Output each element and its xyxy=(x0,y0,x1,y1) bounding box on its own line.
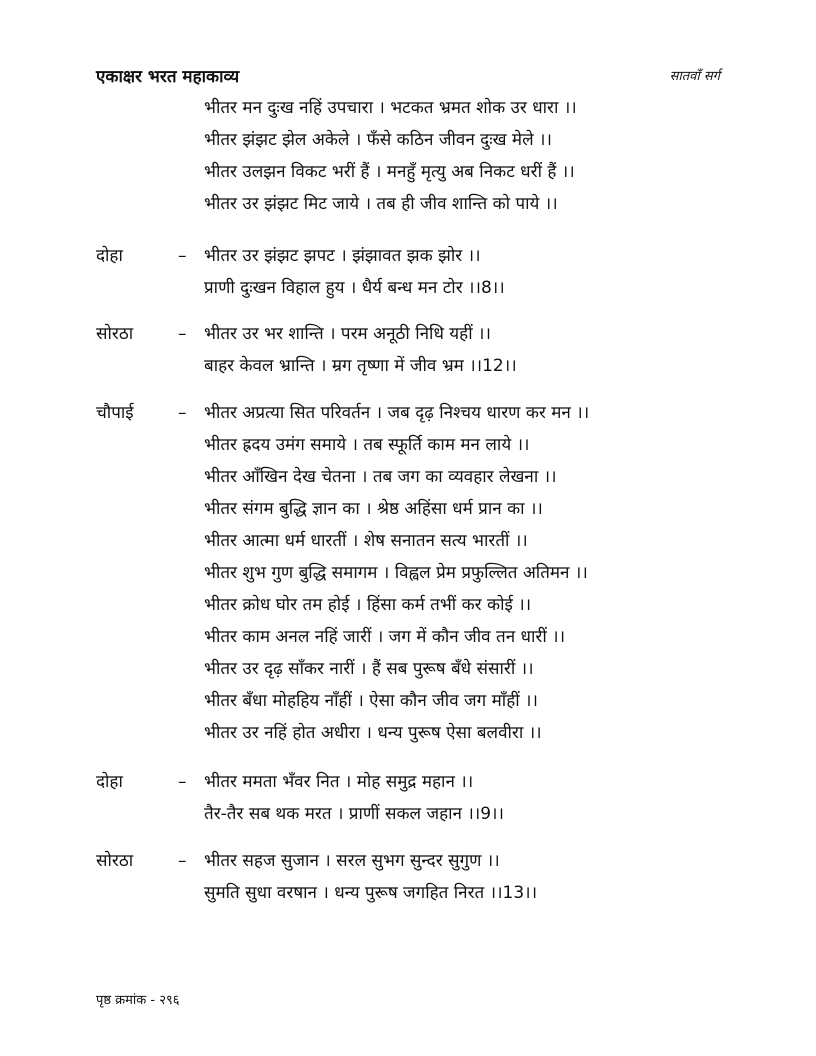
verse-line: भीतर संगम बुद्धि ज्ञान का । श्रेष्ठ अहिंसा धर्म प्रान का ।। xyxy=(204,499,543,519)
verse-line: भीतर शुभ गुण बुद्धि समागम । विह्वल प्रेम प्रफुल्लित अतिमन ।। xyxy=(204,563,588,583)
verse-dash: – xyxy=(178,851,187,871)
verse-line: प्राणी दुःखन विहाल हुय । धैर्य बन्ध मन टोर ।।8।। xyxy=(204,278,505,298)
section-name: सातवाँ सर्ग xyxy=(669,69,720,84)
verse-line: भीतर आँखिन देख चेतना । तब जग का व्यवहार लेखना ।। xyxy=(204,467,557,487)
verse-type-label: सोरठा xyxy=(96,851,134,871)
verse-line: भीतर उर नहिं होत अधीरा । धन्य पुरूष ऐसा बलवीरा ।। xyxy=(204,723,542,743)
verse-type-label: सोरठा xyxy=(96,324,134,344)
verse-line: भीतर काम अनल नहिं जारीं । जग में कौन जीव तन धारीं ।। xyxy=(204,627,566,647)
verse-line: भीतर उर दृढ़ साँकर नारीं । हैं सब पुरूष बँधे संसारीं ।। xyxy=(204,659,534,679)
verse-line: भीतर झंझट झेल अकेले । फँसे कठिन जीवन दुःख मेले ।। xyxy=(204,130,552,150)
verse-line: भीतर अप्रत्या सित परिवर्तन । जब दृढ़ निश्चय धारण कर मन ।। xyxy=(204,403,590,423)
verse-dash: – xyxy=(178,772,187,792)
verse-line: भीतर मन दुःख नहिं उपचारा । भटकत भ्रमत शोक उर धारा ।। xyxy=(204,98,577,118)
verse-dash: – xyxy=(178,324,187,344)
page-number: पृष्ठ क्रमांक - २९६ xyxy=(96,993,180,1008)
verse-line: भीतर उर भर शान्ति । परम अनूठी निधि यहीं ।। xyxy=(204,324,491,344)
verse-line: भीतर क्रोध घोर तम होई । हिंसा कर्म तभीं कर कोई ।। xyxy=(204,595,532,615)
verse-line: भीतर उलझन विकट भरीं हैं । मनहुँ मृत्यु अब निकट धरीं हैं ।। xyxy=(204,162,575,182)
verse-line: भीतर ममता भँवर नित । मोह समुद्र महान ।। xyxy=(204,772,474,792)
verse-line: भीतर उर झंझट मिट जाये । तब ही जीव शान्ति को पाये ।। xyxy=(204,194,558,214)
verse-dash: – xyxy=(178,403,187,423)
verse-line: बाहर केवल भ्रान्ति । म्रग तृष्णा में जीव भ्रम ।।12।। xyxy=(204,356,517,376)
verse-type-label: चौपाई xyxy=(96,403,134,423)
verse-type-label: दोहा xyxy=(96,246,123,266)
verse-line: भीतर ह्रदय उमंग समाये । तब स्फूर्ति काम मन लाये ।। xyxy=(204,435,530,455)
verse-line: सुमति सुधा वरषान । धन्य पुरूष जगहित निरत ।।13।। xyxy=(204,883,538,903)
verse-line: भीतर आत्मा धर्म धारतीं । शेष सनातन सत्य भारतीं ।। xyxy=(204,531,528,551)
verse-dash: – xyxy=(178,246,187,266)
book-title: एकाक्षर भरत महाकाव्य xyxy=(96,67,240,87)
verse-type-label: दोहा xyxy=(96,772,123,792)
verse-line: भीतर सहज सुजान । सरल सुभग सुन्दर सुगुण ।। xyxy=(204,851,500,871)
verse-line: भीतर बँधा मोहहिय नाँहीं । ऐसा कौन जीव जग माँहीं ।। xyxy=(204,691,538,711)
verse-line: भीतर उर झंझट झपट । झंझावत झक झोर ।। xyxy=(204,246,481,266)
verse-line: तैर-तैर सब थक मरत । प्राणीं सकल जहान ।।9।। xyxy=(204,804,504,824)
